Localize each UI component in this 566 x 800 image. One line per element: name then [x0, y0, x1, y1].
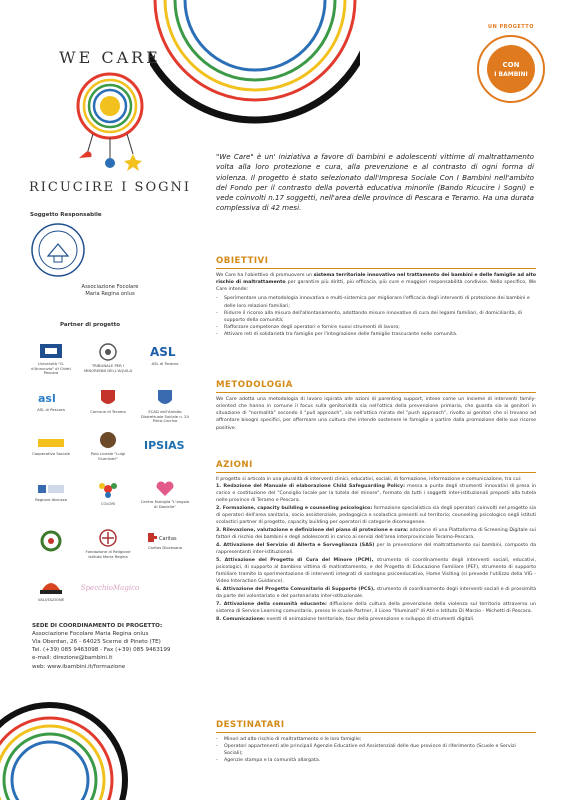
partner-name: Fondazione di Religione Istituto Maria Regina: [85, 549, 131, 559]
list-item: 4. Attivazione del Servizio di Allerta e Sorveglianza (SAS) per la prevenzione del maltrattamento sui bambini, composto da rappresentanti inter-istituzionali.: [216, 543, 536, 556]
partner-logo: [26, 482, 76, 503]
list-item: 5. Attivazione del Progetto di Cura del Minore (PCM), strumento di coordinamento degli interventi sociali, educativi, psicologici, di supporto al bambino vittima di maltrattamento, e del Progetto di Educazione Familiare (PEF), strumento di supporto familiare tramite la sperimentazione di interventi integrati di sostegno psicoeducativo, Home Visiting (si prevede l'utilizzo della VIG - Video Interaction Guidance).: [216, 558, 536, 585]
section-divider: [216, 472, 536, 473]
partner-name: SpecchioMagico: [80, 584, 140, 592]
section-divider: [216, 392, 536, 393]
contact-email[interactable]: e-mail: direzione@bambini.it: [32, 655, 113, 662]
partner-logo: [83, 478, 133, 507]
obiettivi-text: We Care ha l'obiettivo di promuovere un sistema territoriale innovativo nel trattamento dei bambini e delle famiglie ad alto rischio di maltrattamento per garantire più diritti, più efficacia, più cure e maggiori responsabilità condivise. Nello specifico, We Care intende:: [216, 273, 537, 293]
azioni-intro: Il progetto si articola in una pluralità di interventi clinici, educativi, sociali, di formazione, informazione e comunicazione, tra cui:: [216, 477, 522, 482]
svg-text:asl: asl: [38, 392, 56, 405]
partner-name: Cooperativa Sociale: [32, 451, 70, 456]
partner-logo: [140, 530, 190, 551]
dreamcatcher-icon: [65, 66, 155, 176]
con-i-bambini-badge: [476, 34, 546, 104]
metodologia-text: We Care adotta una metodologia di lavoro ispirata alle azioni di parenting support, intese come un insieme di interventi family-oriented che hanno in comune il focus sulla genitorialità sia nell'ottica della prevenzione primaria, che guarda sia ai genitori in situazione di "normalità" secondo il "pull approach", sia nell'ottica mirata del "push approach", rivolto ai genitori che si trovano ad affrontare bisogni specifici, per affermare una cultura che intende sostenere le famiglie a partire dalla promozione delle sue risorse positive.: [216, 397, 536, 431]
partner-name: Regione Abruzzo: [35, 497, 67, 502]
partner-name: Polo Liceale "Luigi Illuminati": [90, 451, 126, 461]
colori-icon: [97, 478, 119, 500]
badge-line1: CON: [502, 61, 520, 69]
section-title: DESTINATARI: [216, 720, 285, 730]
contact-heading: SEDE DI COORDINAMENTO DI PROGETTO:: [32, 623, 163, 629]
regione-icon: [36, 482, 66, 496]
contact-block: [32, 622, 202, 671]
ipsias-icon: [143, 436, 187, 452]
partners-title: Partner di progetto: [60, 322, 121, 328]
intro-paragraph: "We Care" è un' iniziativa a favore di bambini e adolescenti vittime di maltrattamento volta alla loro protezione e cura, alla prevenzione e al contrasto di ogni forma di violenza. Il progetto è stato selezionato dall'Impresa Sociale Con I Bambini nell'ambito del Fondo per il contrasto della povertà educativa minorile (Bando Ricucire i Sogni) e vede coinvolti n.17 soggetti, nell'area delle province di Pescara e Teramo. Ha una durata complessiva di 42 mesi.: [216, 152, 534, 213]
responsible-title: Soggetto Responsabile: [30, 212, 102, 218]
svg-text:IPSIAS: IPSIAS: [144, 439, 185, 452]
list-item: 1. Redazione del Manuale di elaborazione Child Safeguarding Policy: messa a punto degli strumenti innovativi di presa in carico e costituzione del "Consiglio locale per la tutela del minore", formato da tutti i soggetti inter-istituzionali preposti alla tutela nelle province di Teramo e Pescara.: [216, 484, 537, 504]
partner-logo: [83, 528, 133, 559]
list-item: 3. Rilevazione, valutazione e definizione del piano di protezione e cura: adozione di una Piattaforma di Screening Digitale sui fattori di rischio dei bambini e degli adolescenti in carico ai servizi dell'area interprovinciale Teramo-Pescara.: [216, 528, 537, 541]
list-item: - Agenzie stampa e la comunità allargata.: [216, 757, 536, 764]
partner-name: VALUTAZIONE: [37, 597, 65, 602]
badge-line2: I BAMBINI: [494, 71, 528, 78]
partner-logo: [140, 388, 190, 424]
asl-teramo-icon: [148, 342, 182, 360]
asl-pescara-icon: [36, 388, 66, 406]
partner-name: TRIBUNALE PER I MINORENNI DELL'AQUILA: [83, 363, 133, 373]
contact-line: Associazione Focolare Maria Regina onlus: [32, 631, 149, 638]
partner-logo: [26, 342, 76, 376]
list-item: - Minori ad alto rischio di maltrattamento e le loro famiglie;: [216, 736, 536, 743]
section-title: METODOLOGIA: [216, 380, 293, 390]
partner-logo: [83, 430, 133, 461]
badge-caption: UN PROGETTO: [488, 24, 534, 30]
list-item: 7. Attivazione della comunità educante: diffusione della cultura della prevenzione della violenza sul territorio attraverso un sistema di Service Learning comunitario, presso le scuole Partner, il Liceo "Illuminati" di Atri e Istituto Di Marzio - Michetti di Pescara.: [216, 602, 536, 615]
partner-logo: [83, 342, 133, 373]
partner-name: ASL di Teramo: [151, 361, 179, 366]
partner-logo: [26, 436, 76, 457]
partner-logo: [26, 530, 76, 554]
partner-name: COLORI: [100, 501, 116, 506]
section-divider: [216, 732, 536, 733]
university-icon: [36, 342, 66, 360]
partner-logo: [140, 480, 190, 509]
contact-line: Via Oberdan, 26 - 64025 Scerne di Pineto (TE): [32, 639, 161, 646]
obiettivi-section: [216, 256, 536, 338]
partner-logo: [26, 388, 76, 413]
svg-text:ASL: ASL: [150, 345, 176, 359]
azioni-section: [216, 460, 536, 624]
partner-logo: [140, 436, 190, 454]
list-item: 2. Formazione, capacity building e counseling psicologico: formazione specialistica sia degli operatori coinvolti nel progetto sia di operatori dell'area sanitaria, socio assistenziale, pedagogica e scolastica presenti sul territorio; counseling psicologico negli istituti scolastici partner di progetto, capacity building per operatori di categorie disomogenee.: [216, 506, 536, 526]
partner-logo: [140, 342, 190, 367]
partner-logo: [80, 584, 140, 593]
list-item: 8. Comunicazione: eventi di animazione territoriale, tour della prevenzione e sviluppo di strumenti digitali.: [216, 617, 475, 623]
partner-name: ECAD dell'Ambito Distrettuale Sociale n. 20 Pinto-Carrino: [140, 409, 190, 424]
valutazione-icon: [38, 576, 64, 596]
list-item: - Operatori appartenenti alle principali Agenzie Educative ed Assistenziali delle due province di riferimento (Scuole e Servizi Sociali);: [216, 743, 536, 757]
list-item: - Ridurre il ricorso alla misura dell'allontanamento, adottando misure innovative di cura dei legami familiari, di domiciliarità, di supporto della comunità;: [216, 310, 536, 324]
metodologia-section: [216, 380, 536, 432]
brand-title: WE CARE: [59, 48, 161, 67]
destinatari-list: [216, 736, 536, 765]
partner-name: Comune di Teramo: [90, 409, 126, 414]
wreath-icon: [40, 530, 62, 552]
partner-logo: [83, 388, 133, 415]
list-item: - Sperimentare una metodologia innovativa e multi-sistemica per migliorare l'efficacia degli interventi di protezione dei bambini e delle loro relazioni familiari;: [216, 295, 536, 309]
assoc-sub: Maria Regina onlus: [85, 291, 135, 298]
decorative-rings-bottom: [0, 690, 135, 800]
partner-name: Centro Famiglia "L'angolo di Danielle": [140, 499, 190, 509]
list-item: - Attivare reti di solidarietà tra famiglie per l'integrazione delle famiglie trascurante nelle comunità.: [216, 331, 536, 338]
azioni-list: [216, 483, 536, 623]
responsible-block: [30, 212, 190, 299]
partner-name: ASL di Pescara: [37, 407, 65, 412]
fondazione-icon: [98, 528, 118, 548]
partner-logo: [26, 576, 76, 603]
brand-subtitle: RICUCIRE I SOGNI: [28, 180, 192, 195]
angolo-icon: [154, 480, 176, 498]
section-title: OBIETTIVI: [216, 256, 269, 266]
section-title: AZIONI: [216, 460, 253, 470]
we-care-logo: [25, 30, 195, 205]
assoc-name: Associazione Focolare: [81, 284, 139, 290]
destinatari-section: [216, 720, 536, 765]
list-item: 6. Attivazione del Progetto Comunitario di Supporto (PCS), strumento di coordinamento degli interventi sociali e di prossimità da parte del volontariato e del partenariato inter-istituzionale.: [216, 587, 536, 600]
tribunal-emblem-icon: [98, 342, 118, 362]
list-item: - Rafforzare competenze degli operatori e fornire nuovi strumenti di lavoro;: [216, 324, 536, 331]
partner-name: Università "G. d'Annunzio" di Chieti Pescara: [31, 361, 71, 376]
contact-line: Tel. (+39) 085 9463098 - Fax (+39) 085 9463199: [32, 647, 171, 654]
partner-name: Caritas Diocesana: [147, 545, 183, 550]
cooperativa-icon: [36, 436, 66, 450]
focolare-seal-icon: [30, 222, 86, 278]
polo-liceale-icon: [98, 430, 118, 450]
svg-text:Caritas: Caritas: [159, 536, 177, 542]
comune-teramo-icon: [99, 388, 117, 408]
ecad-emblem-icon: [156, 388, 174, 408]
caritas-icon: [145, 530, 185, 544]
contact-web[interactable]: web: www.ibambini.it/formazione: [32, 663, 126, 670]
obiettivi-list: [216, 295, 536, 338]
section-divider: [216, 268, 536, 269]
